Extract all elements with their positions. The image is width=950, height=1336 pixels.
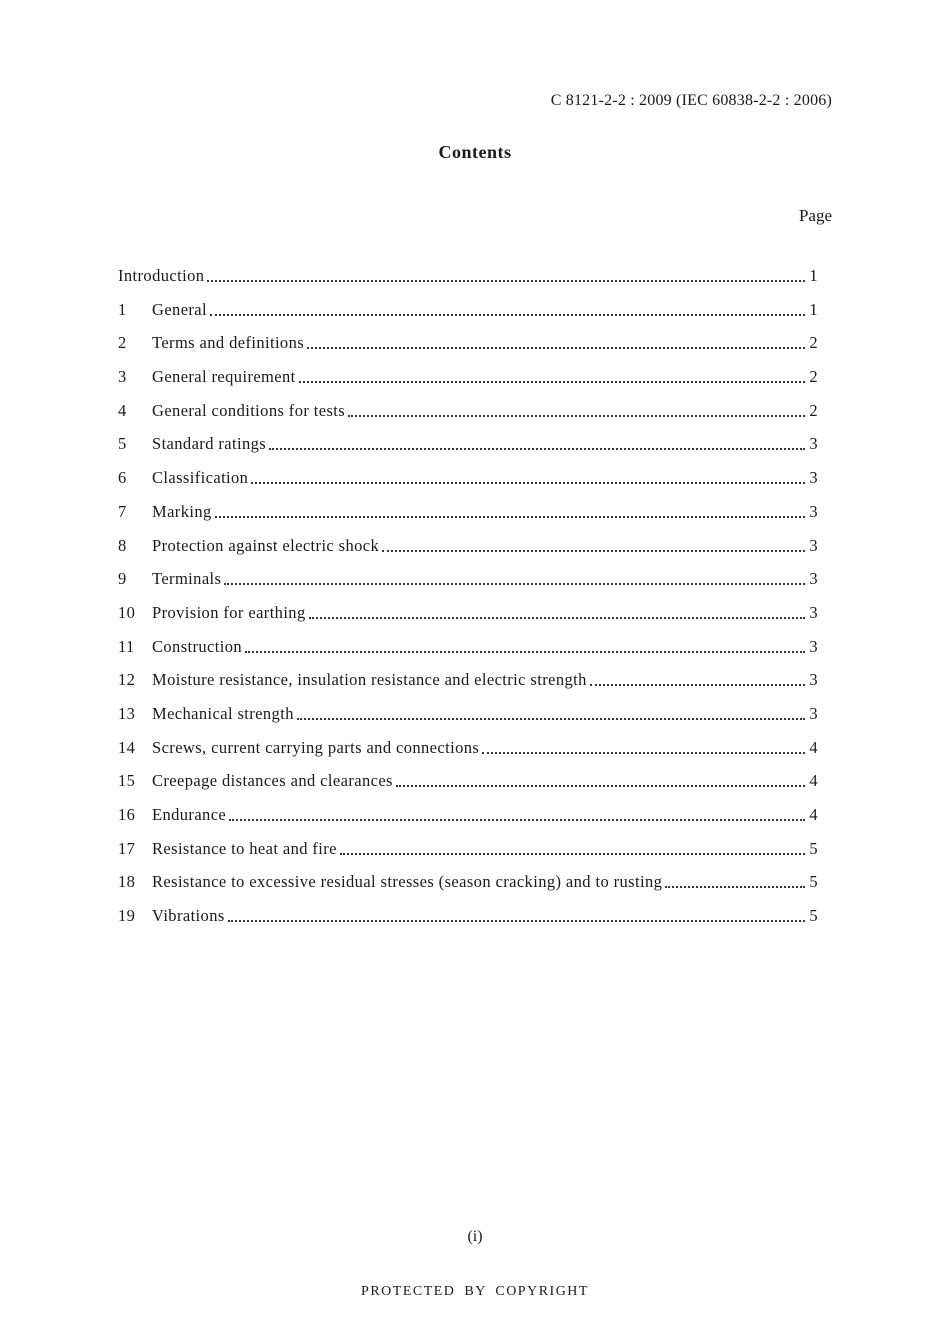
dot-leader — [215, 502, 805, 518]
toc-entry[interactable] — [118, 536, 818, 570]
toc-entry-title: General — [152, 299, 208, 319]
toc-entry-title: Endurance — [152, 805, 227, 824]
toc-entry-number: 18 — [118, 872, 136, 892]
toc-entry-title: Screws, current carrying parts and connections — [152, 737, 480, 757]
toc-entry-number: 8 — [118, 535, 127, 555]
dot-leader — [245, 637, 805, 653]
copyright-notice: PROTECTED BY COPYRIGHT — [361, 1284, 589, 1299]
dot-leader — [348, 401, 805, 417]
toc-entry[interactable] — [118, 872, 818, 906]
toc-entry[interactable] — [118, 603, 818, 637]
toc-entry-page: 3 — [809, 703, 818, 723]
toc-entry-number: 1 — [118, 299, 127, 319]
toc-entry-page: 2 — [809, 367, 818, 387]
toc-entry-page: 4 — [809, 737, 818, 757]
toc-entry-page: 4 — [809, 805, 818, 824]
dot-leader — [210, 300, 805, 316]
toc-entry[interactable] — [118, 468, 818, 502]
toc-entry-page: 4 — [809, 771, 818, 791]
standard-code: C 8121-2-2 : 2009 (IEC 60838-2-2 : 2006) — [550, 92, 832, 109]
toc-entry[interactable] — [118, 805, 818, 839]
page-folio: (i) — [467, 1228, 483, 1245]
dot-leader — [382, 536, 805, 552]
toc-entry[interactable] — [118, 637, 818, 671]
dot-leader — [299, 367, 805, 383]
toc-entry-number: 2 — [118, 333, 127, 353]
page-title: Contents — [438, 142, 512, 162]
toc-entry[interactable] — [118, 569, 818, 603]
toc-entry-title: Protection against electric shock — [152, 535, 380, 555]
dot-leader — [207, 266, 805, 282]
toc-entry-number: 12 — [118, 670, 136, 690]
toc-entry-title: Marking — [152, 501, 212, 521]
dot-leader — [297, 704, 805, 720]
toc-entry[interactable] — [118, 401, 818, 435]
toc-entry-number: 3 — [118, 367, 127, 387]
toc-entry[interactable] — [118, 502, 818, 536]
toc-entry-number: 15 — [118, 771, 136, 791]
toc-entry-number: 16 — [118, 805, 136, 824]
toc-entry-title: Terms and definitions — [152, 333, 305, 353]
toc-entry-page: 5 — [809, 906, 818, 926]
toc-entry-number: 9 — [118, 569, 127, 589]
toc-entry[interactable] — [118, 333, 818, 367]
toc-entry-page: 3 — [809, 569, 818, 589]
toc-entry-title: Introduction — [118, 266, 205, 285]
toc-entry[interactable] — [118, 670, 818, 704]
toc-entry[interactable] — [118, 906, 818, 940]
toc-entry-title: General requirement — [152, 367, 296, 387]
dot-leader — [482, 738, 805, 754]
toc-entry-title: Resistance to heat and fire — [152, 838, 337, 858]
toc-entry-page: 3 — [809, 670, 818, 690]
toc-entry[interactable] — [118, 434, 818, 468]
toc-entry-number: 10 — [118, 602, 136, 622]
toc-entry-title: Creepage distances and clearances — [152, 771, 393, 791]
toc-entry-title: Resistance to excessive residual stresses (season cracking) and to rusting — [152, 872, 663, 892]
dot-leader — [307, 333, 805, 349]
toc-entry-page: 1 — [809, 299, 818, 319]
dot-leader — [229, 805, 805, 821]
toc-entry-number: 6 — [118, 468, 127, 488]
toc-entry-page: 2 — [809, 400, 818, 420]
toc-entry-title: General conditions for tests — [152, 400, 346, 420]
toc-entry-title: Classification — [152, 468, 249, 488]
toc-entry[interactable] — [118, 704, 818, 738]
toc-entry-number: 11 — [118, 636, 135, 656]
toc-entry-page: 3 — [809, 636, 818, 656]
toc-entry-number: 5 — [118, 434, 127, 454]
toc-entry-page: 3 — [809, 501, 818, 521]
dot-leader — [665, 872, 805, 888]
toc-entry-title: Moisture resistance, insulation resistance and electric strength — [152, 670, 587, 690]
toc-entry-page: 2 — [809, 333, 818, 353]
toc-entry-page: 5 — [809, 872, 818, 892]
toc-entry-title: Mechanical strength — [152, 703, 294, 723]
toc-entry[interactable] — [118, 738, 818, 772]
toc-entry-page: 3 — [809, 468, 818, 488]
toc-entry-title: Standard ratings — [152, 434, 267, 454]
dot-leader — [309, 603, 805, 619]
dot-leader — [251, 468, 805, 484]
toc-entry-title: Vibrations — [152, 906, 225, 926]
toc-entry-number: 7 — [118, 501, 127, 521]
toc-entry[interactable] — [118, 771, 818, 805]
dot-leader — [340, 839, 805, 855]
toc-entry[interactable] — [118, 300, 818, 334]
toc-entry[interactable] — [118, 367, 818, 401]
toc-entry[interactable] — [118, 839, 818, 873]
dot-leader — [590, 670, 805, 686]
toc-entry-number: 19 — [118, 906, 136, 926]
toc-entry-page: 3 — [809, 434, 818, 454]
toc-entry-number: 4 — [118, 400, 127, 420]
toc-entry-title: Provision for earthing — [152, 602, 306, 622]
toc-entry-number: 17 — [118, 838, 136, 858]
toc-entry-page: 3 — [809, 535, 818, 555]
dot-leader — [224, 569, 805, 585]
toc-entry-page: 3 — [809, 602, 818, 622]
dot-leader — [228, 906, 805, 922]
toc-entry[interactable] — [118, 266, 818, 300]
toc-entry-page: 1 — [809, 266, 818, 285]
toc-entry-page: 5 — [809, 838, 818, 858]
toc-entry-number: 14 — [118, 737, 136, 757]
toc-entry-title: Terminals — [152, 569, 222, 589]
page-column-label: Page — [798, 206, 832, 225]
toc-entry-title: Construction — [152, 636, 243, 656]
toc-entry-number: 13 — [118, 703, 136, 723]
dot-leader — [269, 434, 805, 450]
table-of-contents — [118, 266, 818, 940]
dot-leader — [396, 771, 805, 787]
